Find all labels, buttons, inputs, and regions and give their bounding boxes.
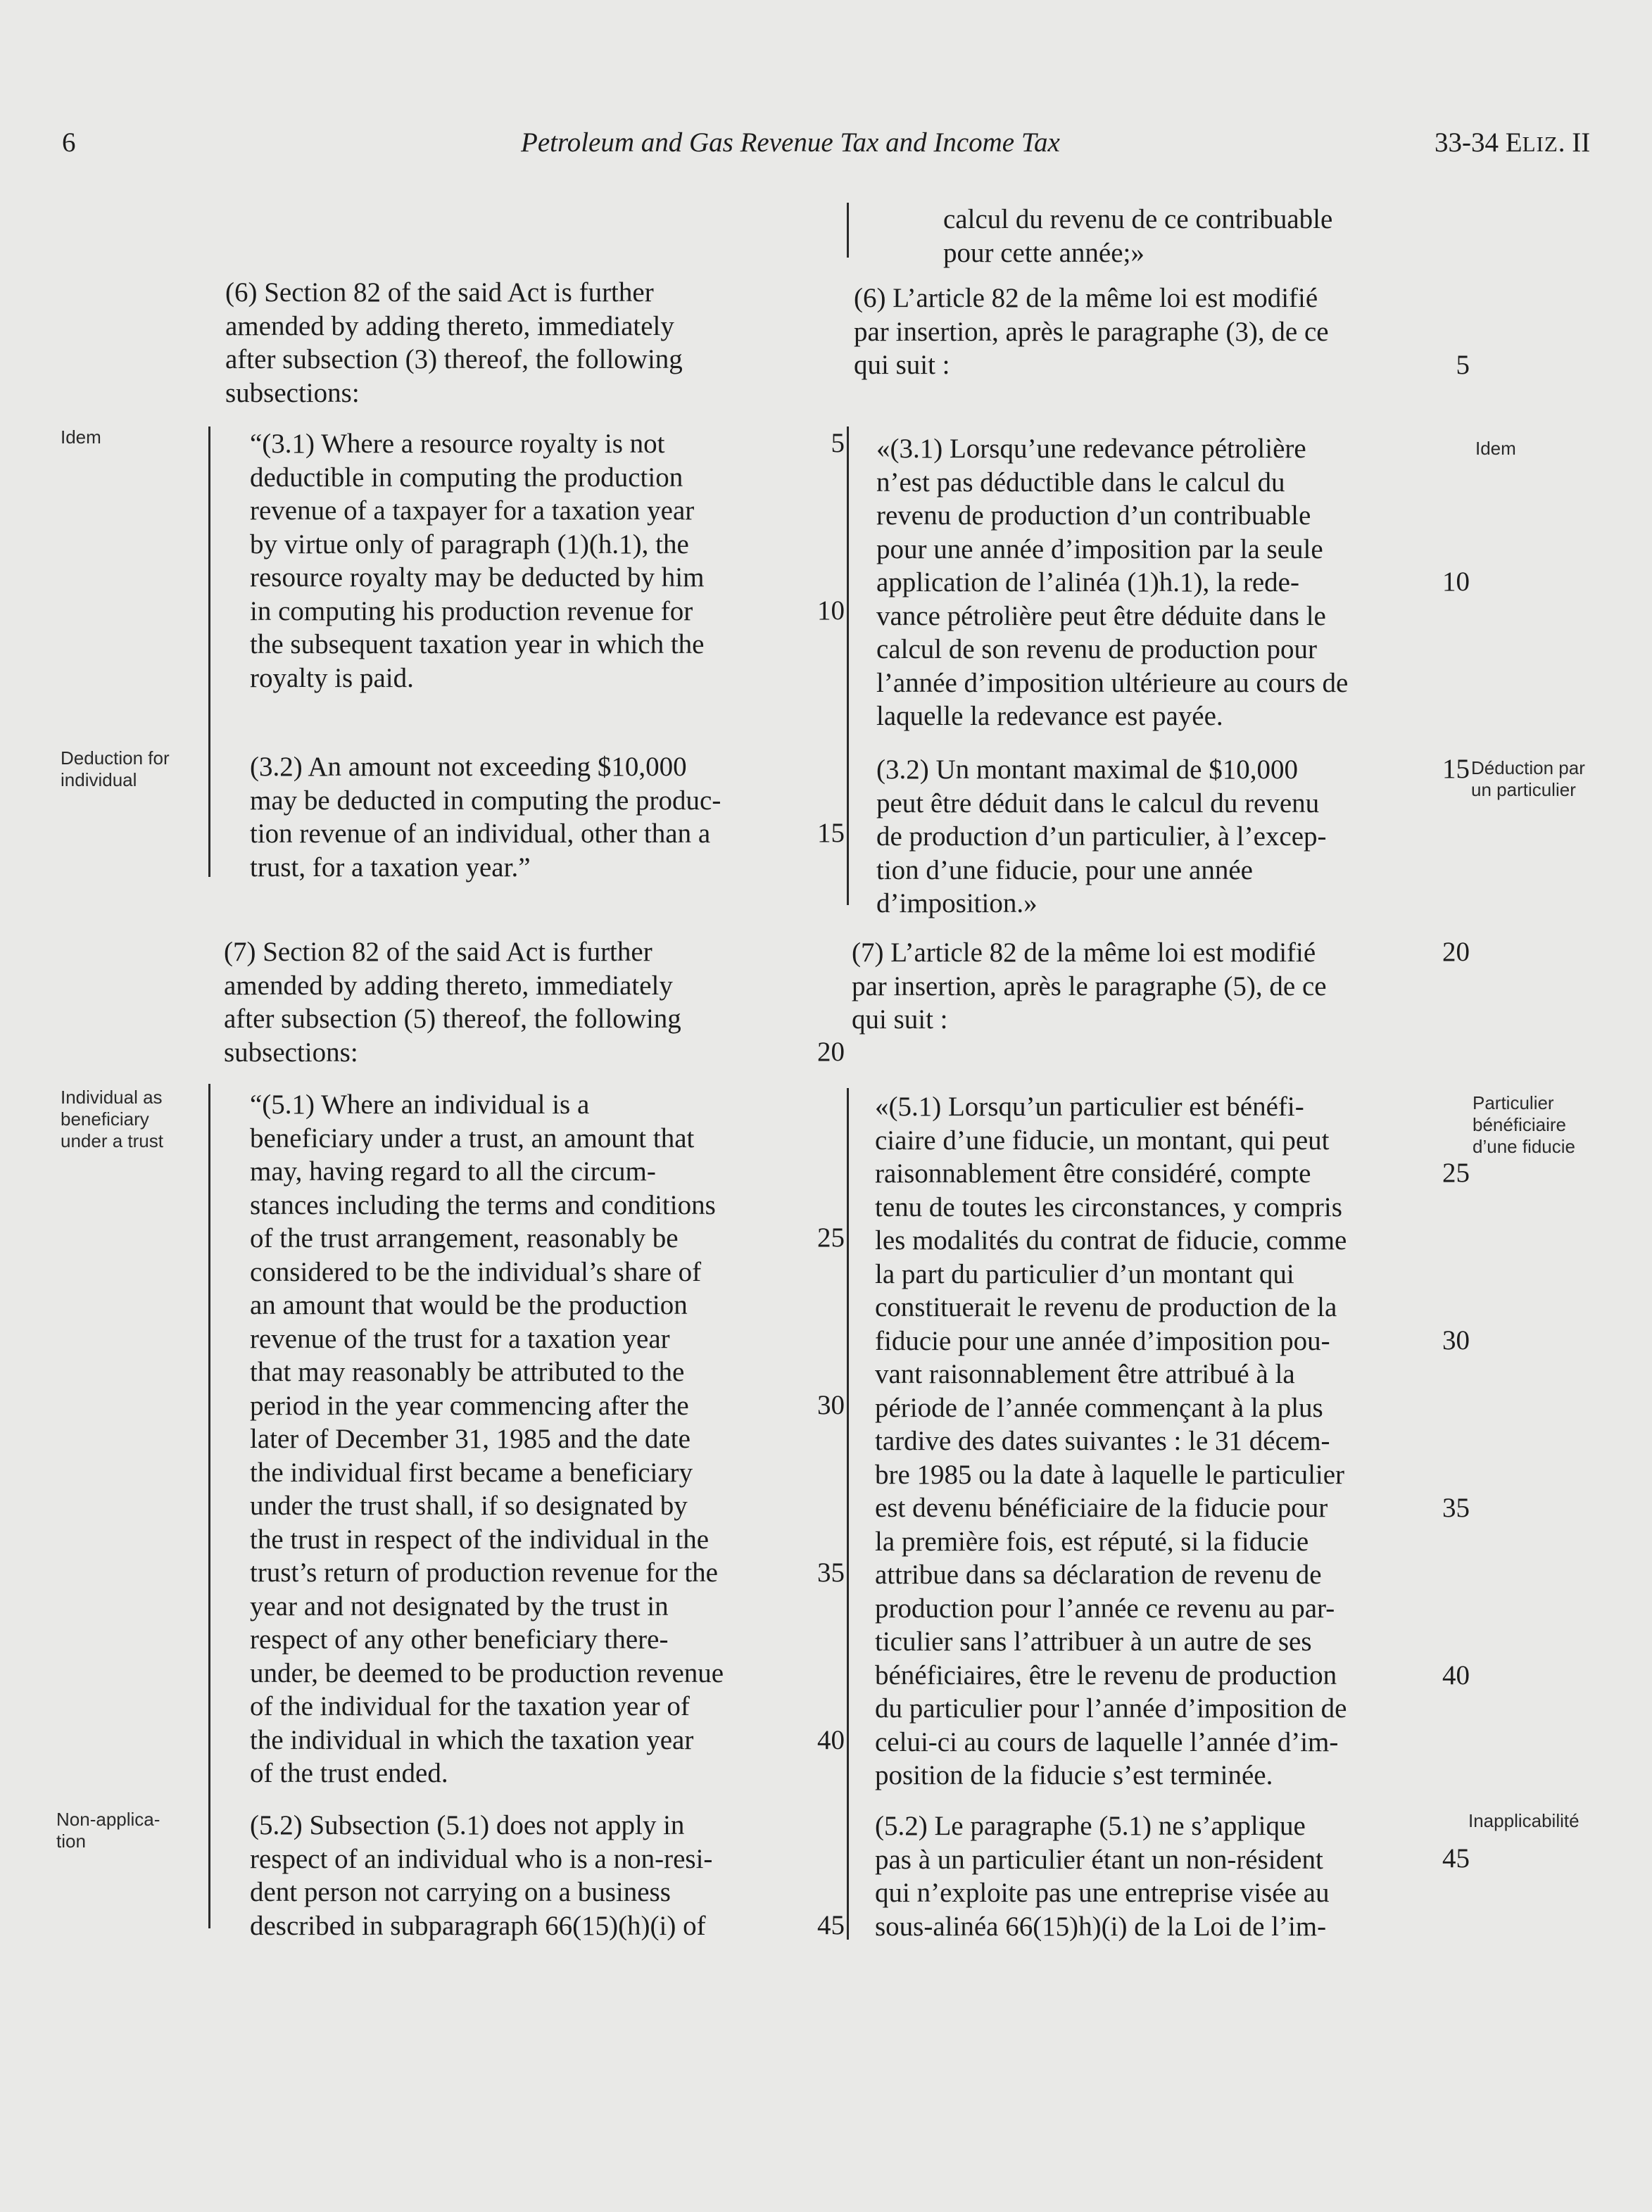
fr-subsection-5-1 — [875, 1090, 1428, 1793]
text-line: la première fois, est réputé, si la fiducie — [875, 1526, 1309, 1557]
text-line: production pour l’année ce revenu au par- — [875, 1593, 1335, 1624]
text-line: trust, for a taxation year.” — [250, 852, 531, 883]
text-line: fiducie pour une année d’imposition pou- — [875, 1325, 1330, 1356]
text-line: par insertion, après le paragraphe (5), de ce — [852, 971, 1327, 1001]
margin-note-line: individual — [61, 769, 137, 790]
text-line: revenue of the trust for a taxation year — [250, 1323, 670, 1354]
text-line: position de la fiducie s’est terminée. — [875, 1760, 1273, 1790]
text-line: période de l’année commençant à la plus — [875, 1392, 1323, 1423]
text-line: d’imposition.» — [876, 888, 1038, 918]
text-line: la part du particulier d’un montant qui — [875, 1258, 1294, 1289]
line-number: 40 — [817, 1725, 845, 1755]
margin-note-line: Non-applica- — [56, 1809, 160, 1830]
text-line: the trust in respect of the individual in the — [250, 1524, 710, 1555]
regnal-year — [1435, 127, 1590, 158]
text-line: respect of any other beneficiary there- — [250, 1624, 669, 1655]
margin-note-line: Déduction par — [1471, 757, 1585, 778]
line-number: 25 — [817, 1222, 845, 1253]
line-number: 20 — [1442, 937, 1470, 967]
text-line: considered to be the individual’s share of — [250, 1256, 702, 1287]
text-line: de production d’un particulier, à l’excep- — [876, 821, 1327, 852]
text-line: by virtue only of paragraph (1)(h.1), the — [250, 529, 689, 560]
page-number: 6 — [62, 127, 76, 158]
text-line: «(3.1) Lorsqu’une redevance pétrolière — [876, 434, 1306, 464]
text-line: vance pétrolière peut être déduite dans le — [876, 600, 1326, 631]
text-line: pas à un particulier étant un non-résident — [875, 1844, 1323, 1875]
line-number: 5 — [1456, 350, 1470, 380]
margin-note-line: Particulier — [1473, 1092, 1554, 1113]
line-number: 40 — [1442, 1660, 1470, 1690]
text-line: ciaire d’une fiducie, un montant, qui peut — [875, 1125, 1330, 1156]
text-line: ticulier sans l’attribuer à un autre de ses — [875, 1626, 1312, 1657]
text-line: of the trust arrangement, reasonably be — [250, 1223, 679, 1253]
margin-note-idem: Idem — [61, 426, 101, 448]
en-subsection-6 — [225, 276, 807, 410]
margin-note-beneficiary-fr — [1473, 1092, 1575, 1158]
text-line: pour une année d’imposition par la seule — [876, 533, 1323, 564]
line-number: 15 — [1442, 754, 1470, 784]
en-subsection-5-1 — [250, 1088, 806, 1790]
text-line: «(5.1) Lorsqu’un particulier est bénéfi- — [875, 1092, 1304, 1122]
text-line: under, be deemed to be production revenue — [250, 1657, 724, 1688]
text-line: of the individual for the taxation year of — [250, 1691, 690, 1721]
text-line: bénéficiaires, être le revenu de production — [875, 1660, 1337, 1690]
text-line: qui n’exploite pas une entreprise visée au — [875, 1878, 1330, 1908]
text-line: “(5.1) Where an individual is a — [250, 1089, 590, 1120]
text-line: l’année d’imposition ultérieure au cours de — [876, 667, 1349, 698]
line-number: 20 — [817, 1037, 845, 1067]
margin-note-deduction-fr — [1471, 757, 1585, 801]
line-number: 45 — [817, 1910, 845, 1940]
margin-note-line: bénéficiaire — [1473, 1114, 1566, 1135]
en-subsection-3-1 — [250, 427, 806, 695]
line-number: 35 — [1442, 1493, 1470, 1523]
text-line: subsections: — [225, 377, 360, 408]
regnal-smallcaps: LIZ — [1522, 132, 1558, 156]
text-line: par insertion, après le paragraphe (3), de ce — [854, 316, 1329, 347]
margin-note-nonapplication — [56, 1809, 160, 1852]
text-line: calcul de son revenu de production pour — [876, 634, 1317, 664]
text-line: (5.2) Subsection (5.1) does not apply in — [250, 1810, 685, 1840]
fr-subsection-6 — [854, 282, 1430, 382]
line-number: 10 — [817, 595, 845, 626]
margin-note-inapplicability-fr: Inapplicabilité — [1468, 1810, 1580, 1831]
text-line: tion d’une fiducie, pour une année — [876, 854, 1253, 885]
margin-note-line: beneficiary — [61, 1108, 149, 1130]
amendment-bar — [847, 203, 849, 258]
margin-note-line: Deduction for — [61, 747, 170, 769]
text-line: sous-alinéa 66(15)h)(i) de la Loi de l’im- — [875, 1911, 1327, 1942]
text-line: trust’s return of production revenue for the — [250, 1557, 718, 1588]
text-line: pour cette année;» — [943, 237, 1145, 268]
text-line: revenue of a taxpayer for a taxation year — [250, 495, 695, 526]
text-line: (5.2) Le paragraphe (5.1) ne s’applique — [875, 1811, 1306, 1841]
line-number: 30 — [817, 1390, 845, 1420]
margin-note-line: tion — [56, 1831, 86, 1852]
text-line: “(3.1) Where a resource royalty is not — [250, 429, 665, 459]
text-line: qui suit : — [852, 1004, 948, 1035]
text-line: year and not designated by the trust in — [250, 1591, 669, 1622]
text-line: tion revenue of an individual, other than a — [250, 819, 711, 849]
regnal-prefix: 33-34 E — [1435, 127, 1522, 158]
margin-note-deduction — [61, 747, 170, 791]
line-number: 10 — [1442, 567, 1470, 597]
text-line: (3.2) Un montant maximal de $10,000 — [876, 754, 1298, 785]
text-line: peut être déduit dans le calcul du revenu — [876, 788, 1320, 819]
en-subsection-7 — [224, 935, 805, 1069]
line-number: 35 — [817, 1557, 845, 1588]
text-line: calcul du revenu de ce contribuable — [943, 204, 1333, 234]
en-subsection-3-2 — [250, 750, 806, 884]
text-line: (3.2) An amount not exceeding $10,000 — [250, 752, 687, 782]
amendment-bar — [208, 1084, 210, 1928]
text-line: dent person not carrying on a business — [250, 1877, 671, 1907]
margin-note-line: Individual as — [61, 1087, 163, 1108]
text-line: celui-ci au cours de laquelle l’année d’im- — [875, 1726, 1339, 1757]
text-line: tardive des dates suivantes : le 31 décem- — [875, 1426, 1330, 1456]
text-line: respect of an individual who is a non-resi- — [250, 1843, 713, 1874]
text-line: laquelle la redevance est payée. — [876, 701, 1223, 731]
text-line: that may reasonably be attributed to the — [250, 1357, 685, 1387]
text-line: application de l’alinéa (1)h.1), la rede- — [876, 567, 1299, 598]
text-line: tenu de toutes les circonstances, y compris — [875, 1192, 1342, 1222]
line-number: 5 — [831, 428, 845, 458]
text-line: beneficiary under a trust, an amount that — [250, 1123, 695, 1154]
text-line: (6) Section 82 of the said Act is further — [225, 277, 654, 308]
running-title: Petroleum and Gas Revenue Tax and Income Tax — [521, 127, 1060, 158]
regnal-suffix: . II — [1558, 127, 1591, 158]
margin-note-line: under a trust — [61, 1130, 163, 1151]
text-line: attribue dans sa déclaration de revenu de — [875, 1560, 1322, 1590]
text-line: period in the year commencing after the — [250, 1390, 689, 1421]
text-line: after subsection (3) thereof, the following — [225, 344, 683, 374]
text-line: may, having regard to all the circum- — [250, 1156, 656, 1187]
text-line: du particulier pour l’année d’imposition de — [875, 1693, 1347, 1724]
text-line: under the trust shall, if so designated by — [250, 1491, 688, 1521]
text-line: les modalités du contrat de fiducie, comme — [875, 1225, 1347, 1256]
text-line: the individual in which the taxation year — [250, 1724, 694, 1755]
text-line: described in subparagraph 66(15)(h)(i) of — [250, 1910, 706, 1941]
line-number: 30 — [1442, 1325, 1470, 1355]
text-line: deductible in computing the production — [250, 462, 683, 493]
amendment-bar — [847, 1088, 849, 1940]
text-line: subsections: — [224, 1037, 358, 1068]
text-line: resource royalty may be deducted by him — [250, 562, 705, 593]
margin-note-line: d’une fiducie — [1473, 1136, 1575, 1157]
fr-subsection-3-2 — [876, 753, 1430, 921]
en-subsection-5-2 — [250, 1809, 806, 1942]
text-line: constituerait le revenu de production de la — [875, 1292, 1337, 1322]
margin-note-idem-fr: Idem — [1475, 438, 1516, 459]
text-line: (6) L’article 82 de la même loi est modifié — [854, 283, 1318, 313]
text-line: an amount that would be the production — [250, 1290, 688, 1320]
fr-subsection-5-2 — [875, 1809, 1428, 1943]
text-line: raisonnablement être considéré, compte — [875, 1158, 1311, 1189]
text-line: stances including the terms and conditions — [250, 1189, 716, 1220]
amendment-bar — [847, 426, 849, 905]
text-line: (7) L’article 82 de la même loi est modifié — [852, 937, 1316, 968]
text-line: qui suit : — [854, 350, 950, 380]
text-line: after subsection (5) thereof, the following — [224, 1004, 681, 1034]
text-line: the subsequent taxation year in which the — [250, 629, 705, 659]
text-line: revenu de production d’un contribuable — [876, 500, 1311, 531]
text-line: of the trust ended. — [250, 1758, 448, 1788]
amendment-bar — [208, 426, 210, 877]
text-line: amended by adding thereto, immediately — [224, 970, 673, 1001]
text-line: vant raisonnablement être attribué à la — [875, 1359, 1295, 1389]
text-line: est devenu bénéficiaire de la fiducie pour — [875, 1493, 1328, 1523]
text-line: later of December 31, 1985 and the date — [250, 1424, 691, 1454]
text-line: royalty is paid. — [250, 662, 414, 693]
fr-continuation — [943, 203, 1429, 270]
margin-note-line: un particulier — [1471, 779, 1576, 800]
text-line: in computing his production revenue for — [250, 595, 693, 626]
margin-note-beneficiary — [61, 1087, 163, 1152]
text-line: may be deducted in computing the produc- — [250, 785, 721, 816]
text-line: (7) Section 82 of the said Act is further — [224, 937, 652, 967]
line-number: 45 — [1442, 1843, 1470, 1873]
fr-subsection-7 — [852, 936, 1427, 1037]
line-number: 15 — [817, 818, 845, 848]
text-line: amended by adding thereto, immediately — [225, 310, 674, 341]
text-line: bre 1985 ou la date à laquelle le particulier — [875, 1459, 1345, 1490]
fr-subsection-3-1 — [876, 432, 1430, 733]
line-number: 25 — [1442, 1158, 1470, 1188]
text-line: the individual first became a beneficiary — [250, 1457, 693, 1488]
text-line: n’est pas déductible dans le calcul du — [876, 467, 1285, 498]
